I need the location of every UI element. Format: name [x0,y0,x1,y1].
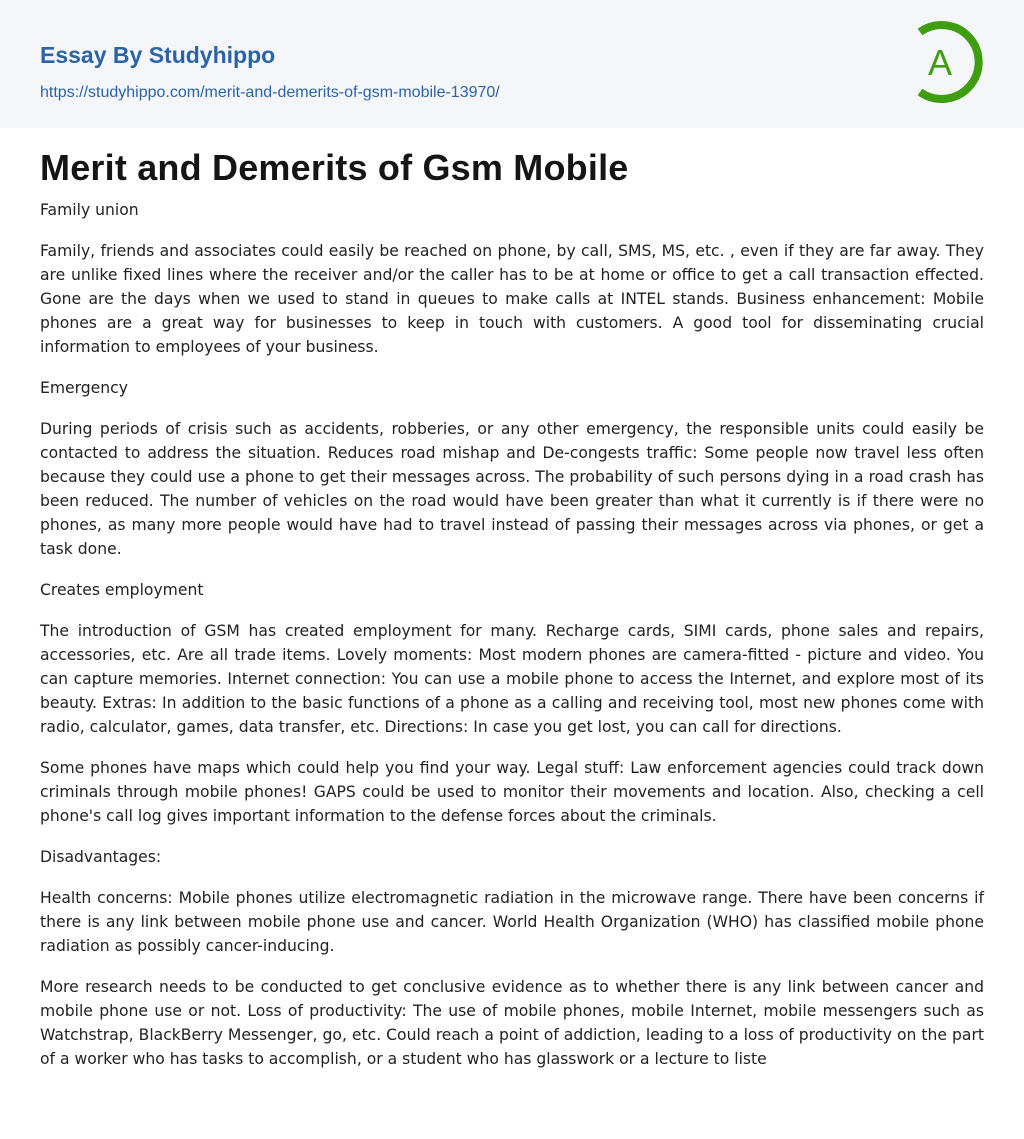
paragraph: Family, friends and associates could easily be reached on phone, by call, SMS, MS, etc. , even if they are far away. They are unlike fixed lines where the receiver and/or the caller has to be at home or office to get a call transaction effected. Gone are the days when we used to stand in queues to make calls at INTEL stands. Business enhancement: Mobile phones are a great way for businesses to keep in touch with customers. A good tool for disseminating crucial information to employees of your business. [40,242,984,356]
paragraph: During periods of crisis such as accidents, robberies, or any other emergency, the responsible units could easily be contacted to address the situation. Reduces road mishap and De-congests traffic: Some people now travel less often because they could use a phone to get their messages across. The probability of such persons dying in a road crash has been reduced. The number of vehicles on the road would have been greater than what it currently is if there were no phones, as many more people would have had to travel instead of passing their messages across via phones, or get a task done. [40,420,984,558]
paragraph: More research needs to be conducted to get conclusive evidence as to whether there is any link between cancer and mobile phone use or not. Loss of productivity: The use of mobile phones, mobile Internet, mobile messengers such as Watchstrap, BlackBerry Messenger, go, etc. Could reach a point of addiction, leading to a loss of productivity on the part of a worker who has tasks to accomplish, or a student who has glasswork or a lecture to liste [40,978,984,1068]
section-heading: Emergency [40,379,128,397]
section-heading: Family union [40,201,139,219]
paragraph: Health concerns: Mobile phones utilize electromagnetic radiation in the microwave range. There have been concerns if there is any link between mobile phone use and cancer. World Health Organization (WHO) has classified mobile phone radiation as possibly cancer-inducing. [40,889,984,955]
svg-text:A: A [927,42,953,83]
paragraph: The introduction of GSM has created employment for many. Recharge cards, SIMI cards, phone sales and repairs, accessories, etc. Are all trade items. Lovely moments: Most modern phones are camera-fitted - picture and video. You can capture memories. Internet connection: You can use a mobile phone to access the Internet, and explore most of its beauty. Extras: In addition to the basic functions of a phone as a calling and receiving tool, most new phones come with radio, calculator, games, data transfer, etc. Directions: In case you get lost, you can call for directions. [40,622,984,736]
essay-body [40,198,984,1088]
section-heading: Disadvantages: [40,848,162,866]
essay-url-link[interactable]: https://studyhippo.com/merit-and-demerits-of-gsm-mobile-13970/ [40,84,500,101]
brand-title: Essay By Studyhippo [40,42,276,68]
section-heading: Creates employment [40,581,204,599]
paragraph: Some phones have maps which could help you find your way. Legal stuff: Law enforcement agencies could track down criminals through mobile phones! GAPS could be used to monitor their movements and location. Also, checking a cell phone's call log gives important information to the defense forces about the criminals. [40,759,984,825]
studyhippo-logo-icon[interactable] [910,18,986,106]
page-title: Merit and Demerits of Gsm Mobile [40,147,629,188]
